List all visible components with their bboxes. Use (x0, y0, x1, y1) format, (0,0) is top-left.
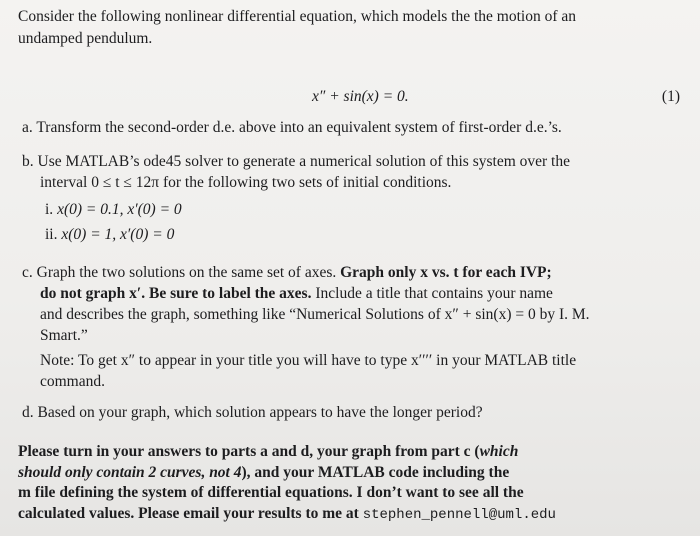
intro-line-2: undamped pendulum. (18, 30, 153, 47)
part-b-text-1: Use MATLAB’s ode45 solver to generate a numerical solution of this system over the (37, 153, 570, 170)
equation-number: (1) (661, 88, 680, 105)
closing-text-2a: should only contain 2 curves, not 4 (18, 463, 242, 481)
part-c-note-2: command. (40, 373, 105, 390)
closing-line-4 (18, 504, 684, 526)
closing-paragraph (18, 442, 684, 525)
part-d-text: Based on your graph, which solution appears to have the longer period? (37, 404, 483, 421)
email-address: stephen_pennell@uml.edu (362, 506, 556, 523)
closing-text-2b: ), and your MATLAB code including the (241, 463, 510, 481)
closing-text-4a: calculated values. Please email your results to me at (18, 504, 363, 522)
condition-ii (45, 224, 174, 245)
part-c-text-2a: do not graph x′. Be sure to label the axes. (40, 285, 312, 302)
closing-text-1b: which (479, 443, 519, 460)
equation: x″ + sin(x) = 0. (312, 88, 409, 105)
part-a-text: Transform the second-order d.e. above into an equivalent system of first-order d.e.’s. (36, 119, 562, 136)
closing-line-2 (18, 463, 684, 484)
condition-ii-label: ii. (45, 226, 58, 243)
part-a-label: a. (22, 119, 33, 136)
condition-i-label: i. (45, 201, 54, 218)
part-b-line-1 (22, 151, 686, 172)
part-d-label: d. (22, 404, 34, 421)
closing-text-1a: Please turn in your answers to parts a and d, your graph from part c ( (18, 443, 480, 460)
part-d (22, 402, 686, 423)
part-b-label: b. (22, 153, 34, 170)
closing-line-1 (18, 442, 684, 463)
part-c-note-1: Note: To get x″ to appear in your title you will have to type x′′′′ in your MATLAB title (40, 352, 577, 369)
equation-row (0, 86, 700, 107)
part-c-text-1b: Graph only x vs. t for each IVP; (340, 264, 552, 281)
part-c-line-4: Smart.” (40, 327, 88, 344)
part-c-line-2 (40, 283, 553, 304)
condition-i-text: x(0) = 0.1, x′(0) = 0 (57, 201, 182, 218)
part-b-line-2: interval 0 ≤ t ≤ 12π for the following two sets of initial conditions. (40, 174, 452, 191)
part-c-text-1a: Graph the two solutions on the same set of axes. (36, 264, 341, 281)
closing-line-3: m file defining the system of differential equations. I don’t want to see all the (18, 484, 524, 501)
part-c-label: c. (22, 264, 33, 281)
intro-line-1: Consider the following nonlinear differential equation, which models the the motion of an (18, 8, 577, 25)
part-a (22, 117, 686, 138)
condition-i (45, 199, 182, 220)
part-c-text-2b: Include a title that contains your name (311, 285, 553, 302)
part-c-line-3: and describes the graph, something like “Numerical Solutions of x″ + sin(x) = 0 by I. M. (40, 306, 590, 323)
part-c-line-1 (22, 262, 686, 283)
condition-ii-text: x(0) = 1, x′(0) = 0 (61, 226, 175, 243)
